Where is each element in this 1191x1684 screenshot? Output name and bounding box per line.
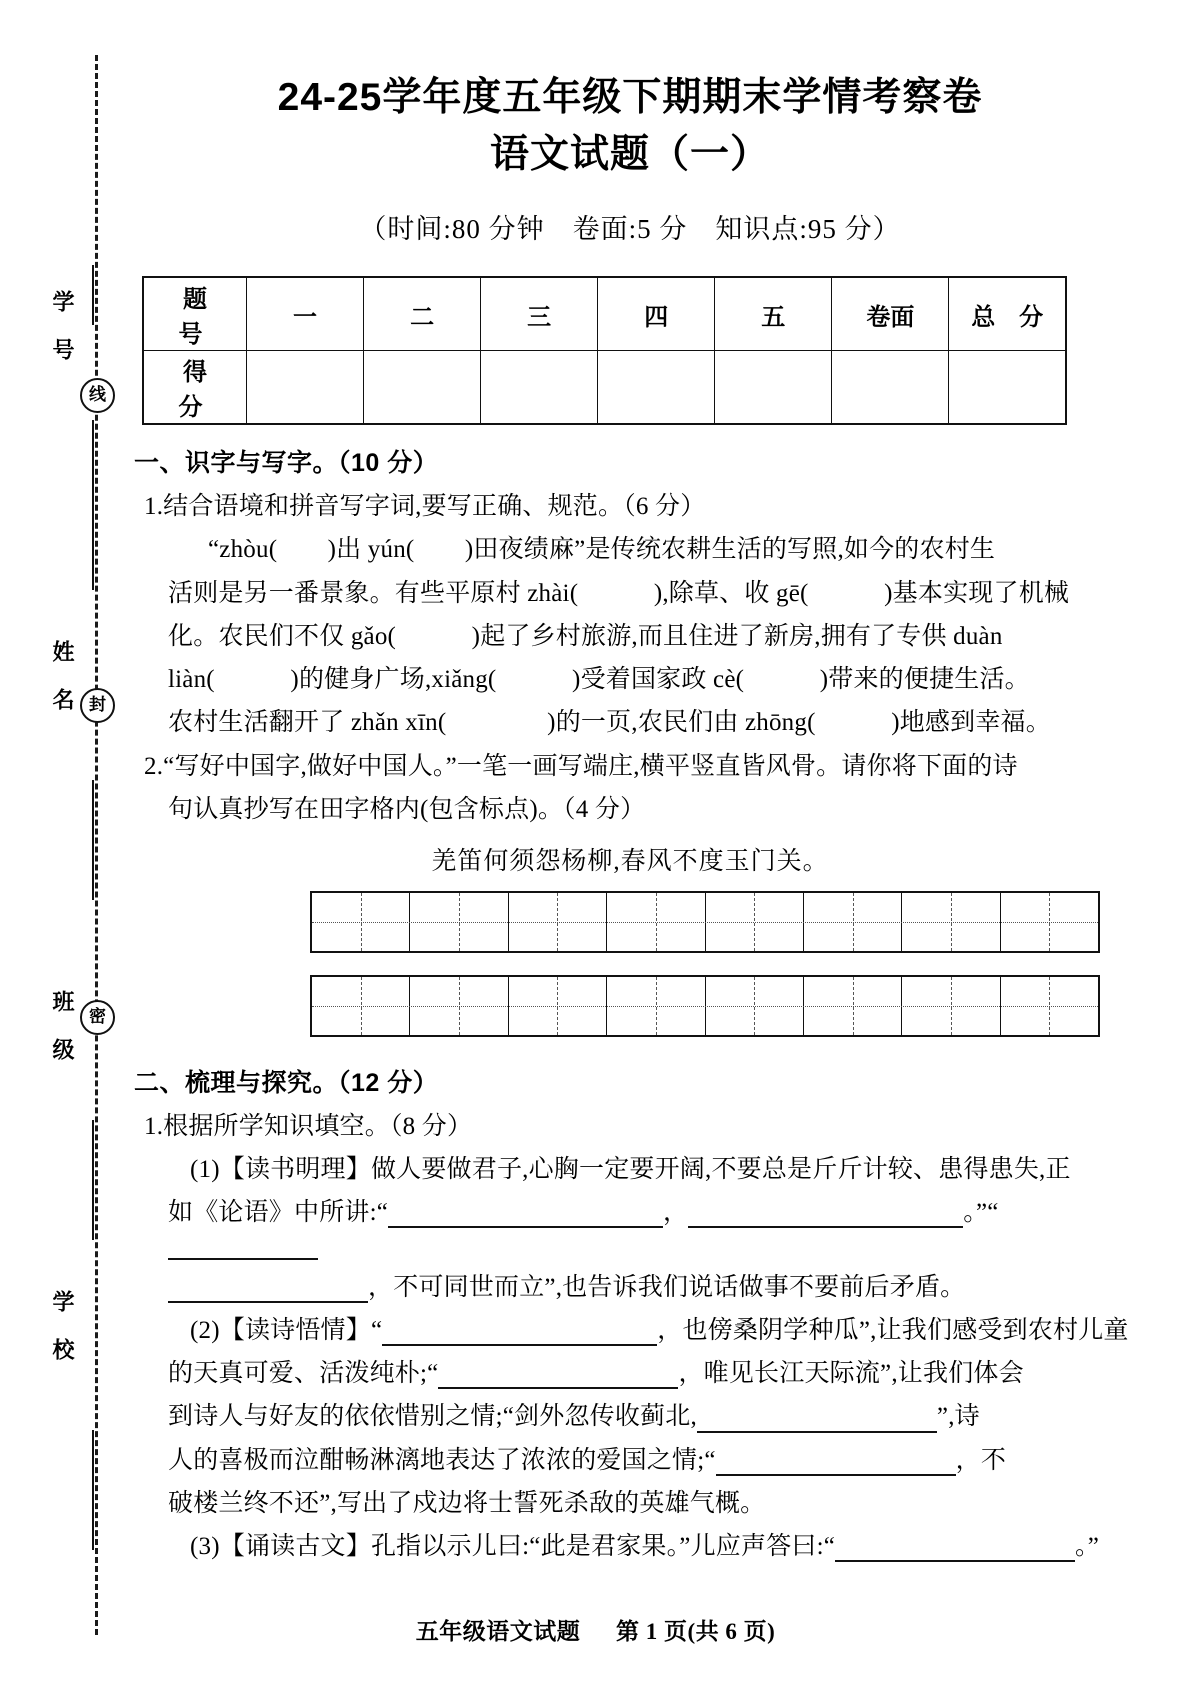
seal-label-column: [38, 290, 78, 1410]
item-2-quote-open: “: [370, 1316, 383, 1344]
item-label-3: (3)【诵读古文】: [190, 1533, 371, 1561]
score-cell-4[interactable]: [598, 351, 715, 425]
answer-blank-7[interactable]: [697, 1409, 937, 1433]
question-2-1-item-2-line-2: [168, 1358, 1130, 1389]
tianzige-row-2[interactable]: [310, 975, 1100, 1037]
item-1-comma: ，: [663, 1199, 689, 1227]
score-table-row-label-number: 题 号: [143, 277, 247, 351]
question-1-1-line-1: “zhòu( )出 yún( )田夜绩麻”是传统农耕生活的写照,如今的农村生: [208, 536, 996, 564]
answer-blank-3[interactable]: [168, 1236, 318, 1260]
answer-blank-2[interactable]: [688, 1204, 963, 1228]
question-1-2-prompt: 2.“写好中国字,做好中国人。”一笔一画写端庄,横平竖直皆风骨。请你将下面的诗: [144, 752, 1018, 780]
question-1-1-line-4: liàn( )的健身广场,xiǎng( )受着国家政 cè( )带来的便捷生活。: [168, 666, 1030, 694]
score-table-col-presentation: 卷面: [832, 277, 949, 351]
tianzige-cell[interactable]: [607, 893, 705, 951]
answer-blank-6[interactable]: [438, 1365, 678, 1389]
section-heading-1: 一、识字与写字。（10 分）: [134, 449, 439, 478]
item-2-text-3: ，唯见长江天际流”,让我们体会: [678, 1360, 1024, 1388]
seal-margin: [0, 0, 120, 1684]
tianzige-cell[interactable]: [410, 893, 508, 951]
score-table-col-4: 四: [598, 277, 715, 351]
item-2-text-1: ，也傍桑阴学种瓜”,让我们感受到农村儿童: [657, 1316, 1129, 1344]
seal-rule-1: [92, 265, 94, 325]
tianzige-cell[interactable]: [804, 893, 902, 951]
score-table: [142, 276, 1067, 425]
question-1-2-prompt-cont: 句认真抄写在田字格内(包含标点)。（4 分）: [168, 795, 646, 823]
score-cell-1[interactable]: [247, 351, 364, 425]
page-subtitle: 语文试题（一）: [489, 132, 770, 176]
exam-meta: （时间:80 分钟 卷面:5 分 知识点:95 分）: [359, 214, 901, 245]
tianzige-cell[interactable]: [1001, 977, 1098, 1035]
seal-rule-7: [92, 1430, 94, 1550]
footer-subject: 五年级语文试题: [415, 1618, 581, 1644]
question-2-1-item-1-line-3: [168, 1272, 1130, 1303]
seal-label-school: 学 校: [50, 1290, 75, 1362]
seal-label-student-id: 学 号: [50, 290, 75, 362]
tianzige-grids: [310, 891, 1130, 1037]
item-2-text-6: 人的喜极而泣酣畅淋漓地表达了浓浓的爱国之情;“: [168, 1446, 716, 1474]
question-1-1-line-2: 活则是另一番景象。有些平原村 zhài( ),除草、收 gē( )基本实现了机械: [168, 579, 1070, 607]
tianzige-cell[interactable]: [410, 977, 508, 1035]
section-heading-2: 二、梳理与探究。（12 分）: [134, 1068, 439, 1097]
answer-blank-4[interactable]: [168, 1279, 368, 1303]
score-table-col-5: 五: [715, 277, 832, 351]
tianzige-cell[interactable]: [902, 977, 1000, 1035]
answer-blank-8[interactable]: [716, 1452, 956, 1476]
tianzige-cell[interactable]: [509, 893, 607, 951]
item-2-text-2: 的天真可爱、活泼纯朴;“: [168, 1360, 439, 1388]
item-label-2: (2)【读诗悟情】: [190, 1316, 371, 1344]
tianzige-cell[interactable]: [312, 893, 410, 951]
score-cell-3[interactable]: [481, 351, 598, 425]
seal-dashed-line: [95, 55, 98, 1635]
tianzige-cell[interactable]: [706, 977, 804, 1035]
question-2-1-item-3-line-1: [190, 1531, 1130, 1562]
answer-blank-1[interactable]: [388, 1204, 663, 1228]
item-2-text-5: ”,诗: [936, 1403, 980, 1431]
item-1-text-2: 如《论语》中所讲:“: [168, 1199, 389, 1227]
score-table-col-total: 总 分: [949, 277, 1066, 351]
tianzige-cell[interactable]: [1001, 893, 1098, 951]
score-cell-presentation[interactable]: [832, 351, 949, 425]
item-3-text-1: 孔指以示儿曰:“此是君家果。”儿应声答曰:“: [370, 1533, 836, 1561]
item-1-text-4: ，不可同世而立”,也告诉我们说话做事不要前后矛盾。: [368, 1273, 966, 1301]
question-2-1-prompt: 1.根据所学知识填空。（8 分）: [144, 1112, 473, 1140]
seal-mark-feng: 封: [80, 688, 115, 723]
question-2-1-item-2-line-1: [190, 1315, 1130, 1346]
tianzige-cell[interactable]: [312, 977, 410, 1035]
seal-label-class: 班 级: [50, 990, 75, 1062]
seal-label-name: 姓 名: [50, 640, 75, 712]
table-row: [143, 277, 1066, 351]
page-footer: [0, 1613, 1191, 1646]
question-2-1-item-1-line-2: [168, 1197, 1130, 1260]
question-2-1-item-2-line-4: [168, 1445, 1130, 1476]
score-cell-5[interactable]: [715, 351, 832, 425]
score-table-row-label-score: 得 分: [143, 351, 247, 425]
copy-poem-text: 羌笛何须怨杨柳,春风不度玉门关。: [431, 847, 829, 875]
item-label-1: (1)【读书明理】: [190, 1155, 371, 1183]
question-2-1-item-1-line-1: [190, 1154, 1130, 1185]
tianzige-row-1[interactable]: [310, 891, 1100, 953]
answer-blank-9[interactable]: [835, 1538, 1075, 1562]
item-3-text-2: 。”: [1075, 1533, 1100, 1561]
paper-content: [130, 0, 1130, 1562]
tianzige-cell[interactable]: [607, 977, 705, 1035]
question-1-1-line-3: 化。农民们不仅 gǎo( )起了乡村旅游,而且住进了新房,拥有了专供 duàn: [168, 622, 1003, 650]
score-cell-2[interactable]: [364, 351, 481, 425]
question-2-1-item-2-line-5: 破楼兰终不还”,写出了戍边将士誓死杀敌的英雄气概。: [168, 1489, 766, 1517]
item-2-text-7: ，不: [955, 1446, 1007, 1474]
seal-rule-4: [92, 470, 94, 590]
item-1-text-1: 做人要做君子,心胸一定要开阔,不要总是斤斤计较、患得患失,正: [370, 1155, 1071, 1183]
footer-page-number: 第 1 页(共 6 页): [615, 1619, 776, 1644]
score-table-col-3: 三: [481, 277, 598, 351]
tianzige-cell[interactable]: [509, 977, 607, 1035]
seal-mark-mi: 密: [80, 1000, 115, 1035]
score-table-col-1: 一: [247, 277, 364, 351]
tianzige-cell[interactable]: [804, 977, 902, 1035]
tianzige-cell[interactable]: [902, 893, 1000, 951]
seal-rule-6: [92, 1120, 94, 1240]
page-title: 24-25学年度五年级下期期末学情考察卷: [277, 76, 983, 119]
answer-blank-5[interactable]: [382, 1322, 657, 1346]
score-cell-total[interactable]: [949, 351, 1066, 425]
table-row: [143, 351, 1066, 425]
tianzige-cell[interactable]: [706, 893, 804, 951]
seal-rule-5: [92, 780, 94, 900]
score-table-col-2: 二: [364, 277, 481, 351]
question-1-1-line-5: 农村生活翻开了 zhǎn xīn( )的一页,农民们由 zhōng( )地感到幸福。: [168, 709, 1051, 737]
question-1-1-prompt: 1.结合语境和拼音写字词,要写正确、规范。（6 分）: [144, 493, 706, 521]
question-2-1-item-2-line-3: [168, 1401, 1130, 1432]
item-1-text-3: 。”“: [963, 1199, 999, 1227]
seal-mark-xian: 线: [80, 378, 115, 413]
item-2-text-4: 到诗人与好友的依依惜别之情;“剑外忽传收蓟北,: [168, 1403, 697, 1431]
